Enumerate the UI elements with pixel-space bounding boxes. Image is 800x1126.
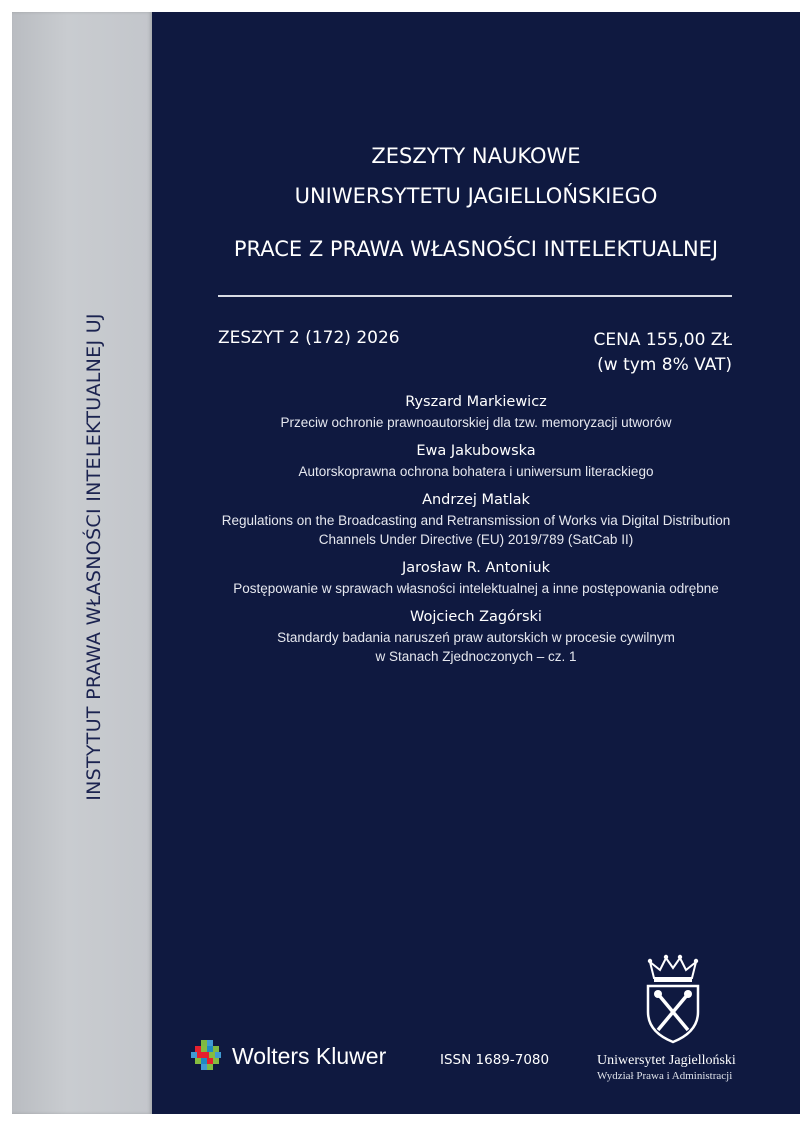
article-title: Channels Under Directive (EU) 2019/789 (SatCab II) bbox=[318, 532, 634, 547]
article-title: Przeciw ochronie prawnoautorskiej dla tzw. memoryzacji utworów bbox=[280, 415, 672, 430]
contents-entry bbox=[152, 490, 800, 549]
article-title: Standardy badania naruszeń praw autorskich w procesie cywilnym bbox=[277, 630, 675, 645]
book-spine bbox=[12, 12, 152, 1114]
wolters-kluwer-logo-icon bbox=[190, 1039, 224, 1073]
article-title: Postępowanie w sprawach własności intelektualnej a inne postępowania odrębne bbox=[233, 581, 719, 596]
faculty-name: Wydział Prawa i Administracji bbox=[597, 1070, 733, 1082]
issn: ISSN 1689-7080 bbox=[440, 1052, 550, 1068]
publisher-name: Wolters Kluwer bbox=[232, 1042, 387, 1069]
vat-note: (w tym 8% VAT) bbox=[597, 355, 732, 375]
spine-title: INSTYTUT PRAWA WŁASNOŚCI INTELEKTUALNEJ UJ bbox=[83, 313, 105, 801]
price-block bbox=[594, 328, 732, 378]
book-cover bbox=[152, 12, 800, 1114]
issue-number: ZESZYT 2 (172) 2026 bbox=[218, 328, 400, 348]
contents-entry bbox=[152, 441, 800, 481]
article-author: Ewa Jakubowska bbox=[416, 443, 536, 459]
series-title-line3: PRACE Z PRAWA WŁASNOŚCI INTELEKTUALNEJ bbox=[233, 237, 719, 261]
article-title: Regulations on the Broadcasting and Retransmission of Works via Digital Distribution bbox=[221, 513, 731, 528]
article-author: Ryszard Markiewicz bbox=[405, 394, 547, 410]
contents-entry bbox=[152, 607, 800, 666]
contents-entry bbox=[152, 392, 800, 432]
article-author: Jarosław R. Antoniuk bbox=[402, 560, 550, 576]
article-title: Autorskoprawna ochrona bohatera i uniwersum literackiego bbox=[298, 464, 654, 479]
university-crest-icon bbox=[640, 954, 706, 1044]
contents-entry bbox=[152, 558, 800, 598]
article-author: Wojciech Zagórski bbox=[410, 609, 542, 625]
price: CENA 155,00 ZŁ bbox=[593, 330, 732, 350]
publisher-logo bbox=[190, 1038, 386, 1074]
series-title-line1: ZESZYTY NAUKOWE bbox=[371, 144, 581, 168]
university-name: Uniwersytet Jagielloński bbox=[597, 1053, 736, 1068]
university-block bbox=[597, 1052, 777, 1083]
series-title-line2: UNIWERSYTETU JAGIELLOŃSKIEGO bbox=[294, 184, 658, 208]
table-of-contents bbox=[152, 392, 800, 675]
article-author: Andrzej Matlak bbox=[422, 492, 530, 508]
divider bbox=[218, 295, 732, 297]
article-title: w Stanach Zjednoczonych – cz. 1 bbox=[375, 649, 577, 664]
